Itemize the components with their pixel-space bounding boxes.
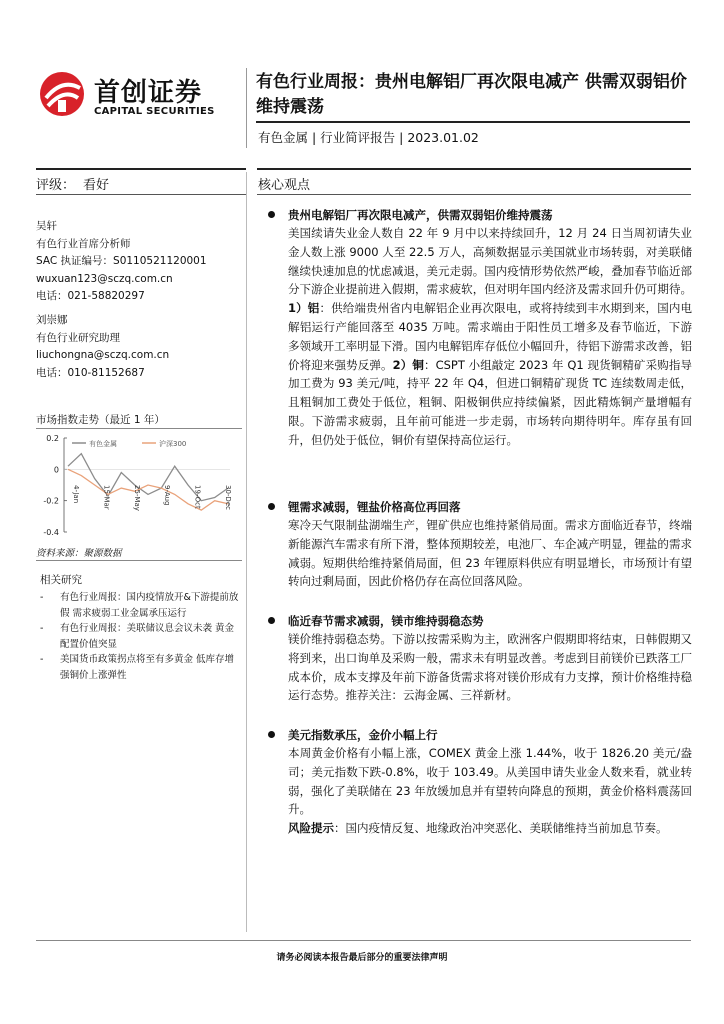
analyst-name: 刘崇娜 <box>36 314 68 326</box>
legend-label: 有色金属 <box>89 440 117 448</box>
section-magnesium <box>258 612 692 705</box>
column-divider <box>246 172 247 932</box>
section-lithium <box>258 498 692 591</box>
rating <box>36 174 109 193</box>
main-rule <box>257 194 691 195</box>
analyst-email[interactable]: wuxuan123@sczq.com.cn <box>36 272 173 285</box>
related-item[interactable]: - 有色行业周报：美联储议息会议未袭 黄金配置价值突显 <box>40 623 235 650</box>
series-line-0 <box>68 454 228 504</box>
analyst-name: 吴轩 <box>36 220 57 232</box>
section-gold <box>258 726 692 838</box>
related-research-list <box>40 590 242 683</box>
chart-bottom-rule <box>36 560 242 561</box>
rating-value: 看好 <box>83 178 110 193</box>
logo-english-name: CAPITAL SECURITIES <box>94 106 215 117</box>
header-divider <box>246 68 247 148</box>
x-tick-label: 19-Oct <box>193 485 202 509</box>
bullet-dot-icon <box>268 503 275 510</box>
bullet-dot-icon <box>268 211 275 218</box>
sidebar-top-rule <box>36 168 246 170</box>
x-tick-label: 15-Mar <box>102 485 111 510</box>
report-title: 有色行业周报：贵州电解铝厂再次限电减产 供需双弱铝价维持震荡 <box>256 72 687 117</box>
section-aluminum-copper <box>258 206 692 450</box>
analyst-phone: 电话：010-81152687 <box>36 366 145 379</box>
rating-label: 评级： <box>36 178 76 193</box>
section-paragraph: 镁价维持弱稳态势。下游以按需采购为主，欧洲客户假期即将结束，日韩假期又将到来，出口询单及采购一般，需求未有明显改善。考虑到目前镁价已跌落工厂成本价，成本支撑及年前下游备货需求将对镁价形成有力支撑，预计价格维持稳运行态势。推荐关注：云海金属、三祥新材。 <box>288 632 692 703</box>
market-index-chart <box>30 428 242 546</box>
series-line-1 <box>68 469 228 510</box>
footer-rule <box>36 940 691 941</box>
chart-source: 资料来源：聚源数据 <box>36 548 122 559</box>
report-subtitle: 有色金属 | 行业简评报告 | 2023.01.02 <box>258 130 479 145</box>
y-tick-label: 0 <box>53 465 59 475</box>
analyst-card <box>36 312 169 382</box>
capital-securities-logo-mark <box>36 70 88 118</box>
company-logo <box>36 68 226 128</box>
chart-title: 市场指数走势（最近 1 年） <box>36 414 165 426</box>
section-heading: 美元指数承压，金价小幅上行 <box>258 726 692 744</box>
y-tick-label: 0.2 <box>46 434 59 443</box>
analyst-card <box>36 218 207 306</box>
x-tick-label: 4-Jan <box>72 485 80 504</box>
bullet-dash-icon: - <box>40 623 44 634</box>
related-research-title: 相关研究 <box>40 574 82 586</box>
legal-disclaimer: 请务必阅读本报告最后部分的重要法律声明 <box>276 953 448 963</box>
section-paragraph: 寒冷天气限制盐湖端生产，锂矿供应也维持紧俏局面。需求方面临近春节，终端新能源汽车需求有所下滑，整体预期较差，电池厂、车企减产明显，锂盐的需求减弱。短期供给维持紧俏局面，但 23 年锂原料供应有明显增长，市场预计有望转向过剩局面，因此价格仍存在高位回落风险。 <box>288 518 692 589</box>
section-heading: 锂需求减弱，锂盐价格高位再回落 <box>258 498 692 516</box>
analyst-role: 有色行业研究助理 <box>36 331 120 344</box>
section-paragraph: 美国续请失业金人数自 22 年 9 月中以来持续回升，12 月 24 日当周初请失业金人数上涨 9000 人至 22.5 万人，高频数据显示美国就业市场转弱，对美联储继续快速加息的忧虑减退，美元走弱。国内疫情形势依然严峻，叠加春节临近部分下游企业提前进入假期，需求疲软，但对明年国内经济及需求回升仍可期待。1）铝：供给端贵州省内电解铝企业再次限电，或将持续到丰水期到来，国内电解铝运行产能回落至 4035 万吨。需求端由于阳性员工增多及春节临近，下游多领域开工率明显下滑。国内电解铝库存低位小幅回升，待铝下游需求改善，铝价将迎来强势反弹。2）铜：CSPT 小组敲定 2023 年 Q1 现货铜精矿采购指导加工费为 93 美元/吨，持平 22 年 Q4，但进口铜精矿现货 TC 连续数周走低，且粗铜加工费处于低位，粗铜、阳极铜供应持续偏紧，因此精炼铜产量增幅有限。下游需求疲弱，且年前可能进一步走弱，市场转向期待明年。库存虽有回升，但仍处于低位，铜价有望保持高位运行。 <box>288 226 693 447</box>
y-tick-label: -0.2 <box>43 496 59 506</box>
analyst-phone: 电话：021-58820297 <box>36 290 145 302</box>
bullet-dash-icon: - <box>40 592 44 603</box>
risk-warning: 风险提示：国内疫情反复、地缘政治冲突恶化、美联储维持当前加息节奏。 <box>288 821 668 836</box>
section-paragraph: 本周黄金价格有小幅上涨，COMEX 黄金上涨 1.44%，收于 1826.20 美元/盎司；美元指数下跌-0.8%，收于 103.49。从美国申请失业金人数来看，就业转弱，强化了美联储在 23 年放缓加息并有望转向降息的预期，黄金价格料震荡回升。 <box>288 746 692 817</box>
legend-label: 沪深300 <box>159 440 187 448</box>
x-tick-label: 9-Aug <box>163 485 172 506</box>
x-tick-label: 25-May <box>132 485 141 511</box>
bullet-dash-icon: - <box>40 654 44 665</box>
bullet-dot-icon <box>268 731 275 738</box>
section-heading: 临近春节需求减弱，镁市维持弱稳态势 <box>258 612 692 630</box>
title-rule <box>256 121 690 123</box>
section-heading: 贵州电解铝厂再次限电减产，供需双弱铝价维持震荡 <box>258 206 692 224</box>
bullet-dot-icon <box>268 617 275 624</box>
main-top-rule <box>257 168 691 170</box>
core-views-title: 核心观点 <box>258 178 311 193</box>
analyst-email[interactable]: liuchongna@sczq.com.cn <box>36 349 170 361</box>
logo-chinese-name: 首创证券 <box>94 78 203 108</box>
sidebar-rule <box>36 194 246 195</box>
y-tick-label: -0.4 <box>43 528 59 537</box>
analyst-sac: SAC 执证编号：S0110521120001 <box>36 255 207 267</box>
x-tick-label: 30-Dec <box>224 485 232 510</box>
analyst-role: 有色行业首席分析师 <box>36 237 131 250</box>
related-item[interactable]: - 美国货币政策拐点将至有多黄金 低库存增强铜价上涨弹性 <box>40 654 235 681</box>
related-item[interactable]: - 有色行业周报：国内疫情放开&下游提前放假 需求疲弱工业金属承压运行 <box>40 592 239 619</box>
